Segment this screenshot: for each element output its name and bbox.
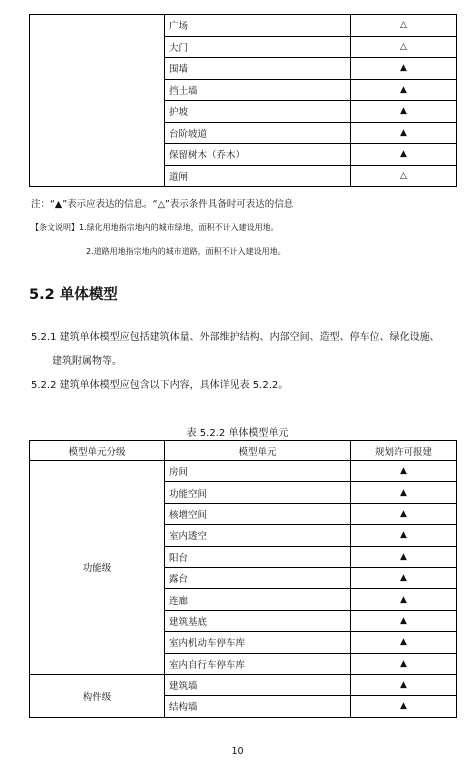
- model-unit-cell: 功能空间: [165, 482, 351, 503]
- model-unit-cell: 房间: [165, 461, 351, 482]
- requirement-mark: ▲: [351, 461, 457, 482]
- model-unit-cell: 阳台: [165, 546, 351, 567]
- model-unit-cell: 核增空间: [165, 503, 351, 524]
- requirement-mark: ▲: [351, 58, 457, 80]
- table-row: [30, 461, 457, 482]
- model-unit-cell: 护坡: [165, 101, 351, 123]
- requirement-mark: ▲: [351, 546, 457, 567]
- model-unit-cell: 建筑基底: [165, 610, 351, 631]
- requirement-mark: ▲: [351, 79, 457, 101]
- clause-5-2-1-line-1: 5.2.1 建筑单体模型应包括建筑体量、外部维护结构、内部空间、造型、停车位、绿化设施、: [31, 332, 440, 343]
- model-unit-cell: 围墙: [165, 58, 351, 80]
- requirement-mark: △: [351, 15, 457, 37]
- column-header-level: 模型单元分级: [30, 441, 165, 461]
- column-header-permit: 规划许可报建: [351, 441, 457, 461]
- requirement-mark: ▲: [351, 632, 457, 653]
- model-unit-cell: 室内机动车停车库: [165, 632, 351, 653]
- attribute-table-continuation: [29, 14, 457, 187]
- model-unit-cell: 大门: [165, 36, 351, 58]
- explanation-label: 【条文说明】: [31, 223, 79, 232]
- model-unit-cell: 室内自行车停车库: [165, 653, 351, 674]
- requirement-mark: ▲: [351, 482, 457, 503]
- model-unit-cell: 广场: [165, 15, 351, 37]
- explanation-line-1: [31, 222, 279, 233]
- page-number: 10: [231, 746, 244, 757]
- table-header-row: [30, 441, 457, 461]
- requirement-mark: ▲: [351, 503, 457, 524]
- requirement-mark: ▲: [351, 674, 457, 695]
- requirement-mark: ▲: [351, 525, 457, 546]
- category-cell-functional: 功能级: [30, 461, 165, 675]
- requirement-mark: ▲: [351, 653, 457, 674]
- model-unit-cell: 保留树木（乔木）: [165, 144, 351, 166]
- model-unit-cell: 室内透空: [165, 525, 351, 546]
- merged-category-cell: [30, 15, 165, 187]
- model-unit-cell: 台阶坡道: [165, 122, 351, 144]
- category-cell-component: 构件级: [30, 674, 165, 717]
- requirement-mark: ▲: [351, 589, 457, 610]
- requirement-mark: ▲: [351, 101, 457, 123]
- requirement-mark: ▲: [351, 122, 457, 144]
- requirement-mark: ▲: [351, 696, 457, 717]
- explanation-line-2: 2.道路用地指宗地内的城市道路，面积不计入建设用地。: [86, 247, 286, 256]
- requirement-mark: △: [351, 36, 457, 58]
- requirement-mark: △: [351, 165, 457, 187]
- model-unit-cell: 挡土墙: [165, 79, 351, 101]
- model-unit-cell: 连廊: [165, 589, 351, 610]
- table-row: [30, 15, 457, 37]
- model-unit-cell: 结构墙: [165, 696, 351, 717]
- explanation-text: 1.绿化用地指宗地内的城市绿地，面积不计入建设用地。: [79, 223, 279, 232]
- table-note: 注：“▲”表示应表达的信息。“△”表示条件具备时可表达的信息: [31, 199, 294, 210]
- requirement-mark: ▲: [351, 144, 457, 166]
- column-header-unit: 模型单元: [165, 441, 351, 461]
- model-unit-cell: 露台: [165, 567, 351, 588]
- table-caption: 表 5.2.2 单体模型单元: [186, 428, 289, 439]
- model-unit-cell: 建筑墙: [165, 674, 351, 695]
- clause-5-2-1-line-2: 建筑附属物等。: [52, 356, 122, 367]
- requirement-mark: ▲: [351, 567, 457, 588]
- requirement-mark: ▲: [351, 610, 457, 631]
- clause-5-2-2: 5.2.2 建筑单体模型应包含以下内容，具体详见表 5.2.2。: [31, 380, 289, 391]
- section-heading: 5.2 单体模型: [29, 287, 118, 303]
- model-unit-table: [29, 440, 457, 718]
- model-unit-cell: 道闸: [165, 165, 351, 187]
- table-row: [30, 674, 457, 695]
